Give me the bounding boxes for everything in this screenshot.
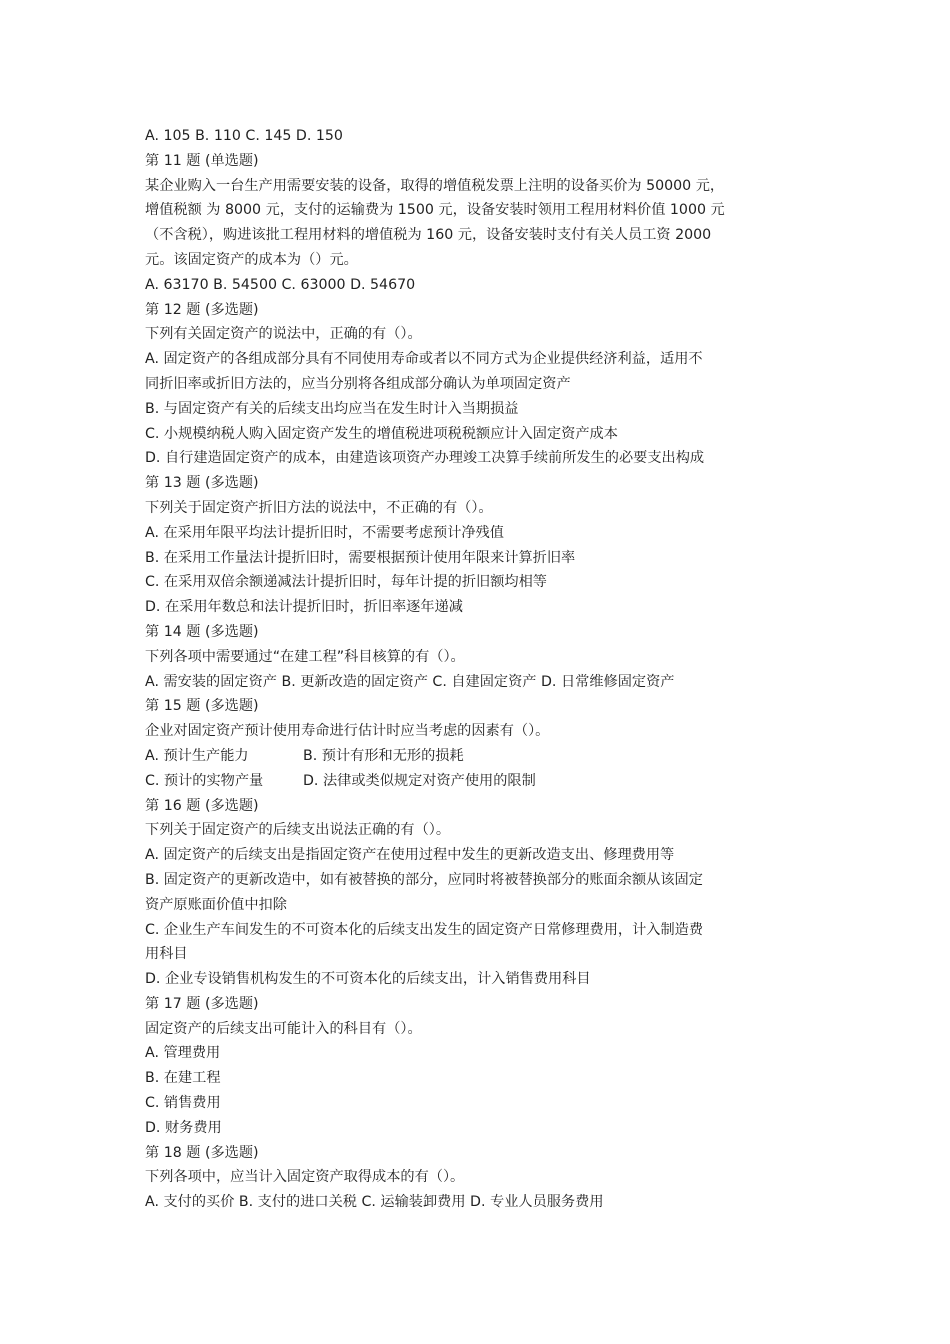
- option-text: A. 固定资产的各组成部分具有不同使用寿命或者以不同方式为企业提供经济利益，适用不: [145, 351, 703, 368]
- options-row: [145, 769, 813, 794]
- question-heading: 第 16 题 (多选题): [145, 797, 259, 814]
- question-text: 下列各项中需要通过“在建工程”科目核算的有（）。: [145, 648, 465, 665]
- options-line: A. 支付的买价 B. 支付的进口关税 C. 运输装卸费用 D. 专业人员服务费用: [145, 1194, 604, 1211]
- option-text: C. 小规模纳税人购入固定资产发生的增值税进项税税额应计入固定资产成本: [145, 425, 618, 442]
- option-text: D. 企业专设销售机构发生的不可资本化的后续支出，计入销售费用科目: [145, 971, 591, 988]
- question-text: 增值税额 为 8000 元，支付的运输费为 1500 元，设备安装时领用工程用材料价值 1000 元: [145, 202, 725, 219]
- option-text: B. 固定资产的更新改造中，如有被替换的部分，应同时将被替换部分的账面余额从该固定: [145, 871, 703, 888]
- option-text: D. 财务费用: [145, 1119, 222, 1136]
- question-text: 下列关于固定资产折旧方法的说法中，不正确的有（）。: [145, 499, 493, 516]
- question-text: 下列关于固定资产的后续支出说法正确的有（）。: [145, 822, 451, 839]
- option-text: 用科目: [145, 946, 188, 963]
- option-text: 同折旧率或折旧方法的，应当分别将各组成部分确认为单项固定资产: [145, 375, 571, 392]
- option-text: A. 管理费用: [145, 1045, 221, 1062]
- question-text: 下列有关固定资产的说法中，正确的有（）。: [145, 326, 422, 343]
- question-heading: 第 15 题 (多选题): [145, 698, 259, 715]
- option-text: B. 在采用工作量法计提折旧时，需要根据预计使用年限来计算折旧率: [145, 549, 576, 566]
- question-heading: 第 13 题 (多选题): [145, 475, 259, 492]
- question-text: 下列各项中，应当计入固定资产取得成本的有（）。: [145, 1169, 465, 1186]
- document-body: [145, 124, 813, 1215]
- question-heading: 第 17 题 (多选题): [145, 995, 259, 1012]
- option-text: B. 与固定资产有关的后续支出均应当在发生时计入当期损益: [145, 400, 519, 417]
- option-text: A. 固定资产的后续支出是指固定资产在使用过程中发生的更新改造支出、修理费用等: [145, 847, 675, 864]
- question-text: （不含税），购进该批工程用材料的增值税为 160 元，设备安装时支付有关人员工资 2000: [145, 227, 712, 244]
- question-text: 固定资产的后续支出可能计入的科目有（）。: [145, 1020, 422, 1037]
- option-b: B. 预计有形和无形的损耗: [303, 747, 464, 764]
- options-row: [145, 744, 813, 769]
- question-heading: 第 18 题 (多选题): [145, 1144, 259, 1161]
- option-text: C. 企业生产车间发生的不可资本化的后续支出发生的固定资产日常修理费用，计入制造费: [145, 921, 704, 938]
- option-a: A. 预计生产能力: [145, 747, 249, 764]
- question-heading: 第 14 题 (多选题): [145, 623, 259, 640]
- option-text: 资产原账面价值中扣除: [145, 896, 287, 913]
- options-line: A. 63170 B. 54500 C. 63000 D. 54670: [145, 276, 416, 293]
- options-line: A. 105 B. 110 C. 145 D. 150: [145, 128, 343, 144]
- option-text: D. 自行建造固定资产的成本，由建造该项资产办理竣工决算手续前所发生的必要支出构成: [145, 450, 705, 467]
- option-text: A. 在采用年限平均法计提折旧时，不需要考虑预计净残值: [145, 524, 504, 541]
- options-line: A. 需安装的固定资产 B. 更新改造的固定资产 C. 自建固定资产 D. 日常维修固定资产: [145, 673, 675, 690]
- question-text: 企业对固定资产预计使用寿命进行估计时应当考虑的因素有（）。: [145, 723, 550, 740]
- option-c: C. 预计的实物产量: [145, 772, 264, 789]
- option-text: B. 在建工程: [145, 1070, 221, 1087]
- question-heading: 第 12 题 (多选题): [145, 301, 259, 318]
- question-text: 元。该固定资产的成本为（）元。: [145, 251, 358, 268]
- question-text: 某企业购入一台生产用需要安装的设备，取得的增值税发票上注明的设备买价为 50000 元，: [145, 177, 725, 194]
- option-text: C. 销售费用: [145, 1095, 221, 1112]
- question-heading: 第 11 题 (单选题): [145, 152, 259, 169]
- option-d: D. 法律或类似规定对资产使用的限制: [303, 772, 536, 789]
- option-text: C. 在采用双倍余额递减法计提折旧时，每年计提的折旧额均相等: [145, 574, 547, 591]
- option-text: D. 在采用年数总和法计提折旧时，折旧率逐年递减: [145, 599, 463, 616]
